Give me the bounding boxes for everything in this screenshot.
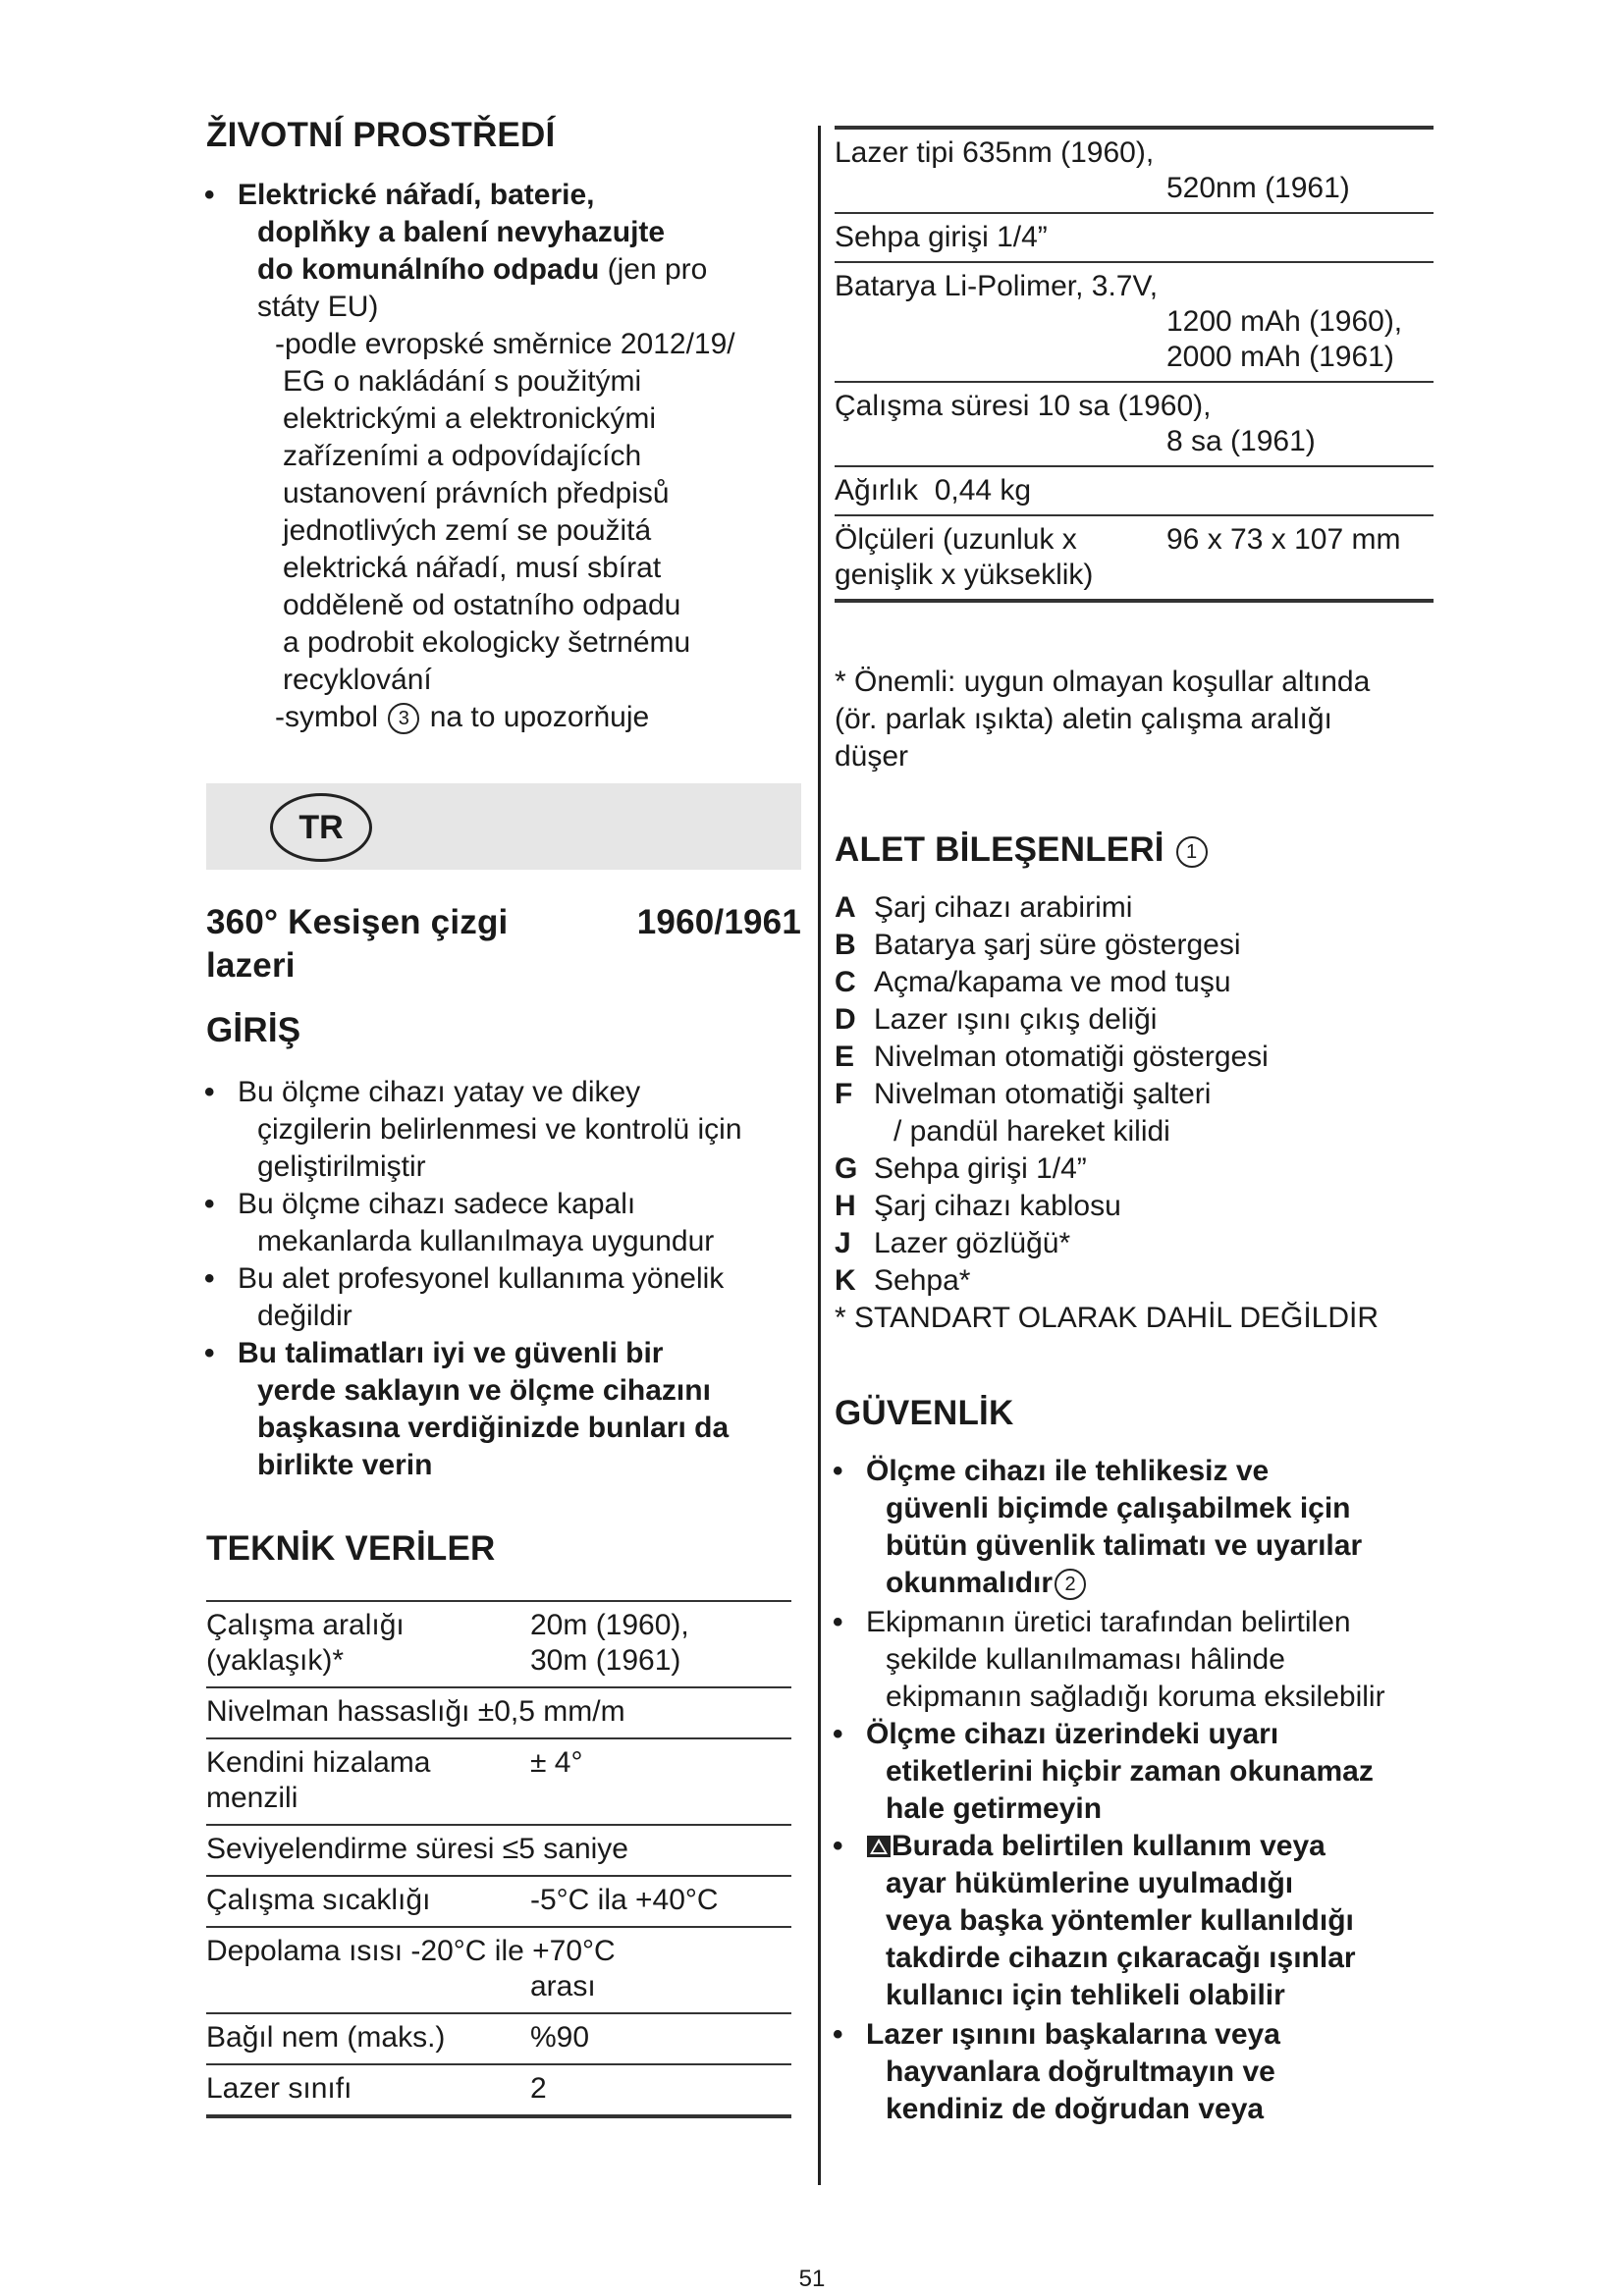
component-footnote: * STANDART OLARAK DAHİL DEĞİLDİR (835, 1302, 1380, 1334)
table-row (206, 1601, 791, 1687)
table-cell-value: -5°C ila +40°C (530, 1884, 719, 1916)
list-item: C Açma/kapama ve mod tuşu (835, 966, 1231, 998)
tech-title: TEKNİK VERİLER (206, 1529, 496, 1568)
bullet-icon: • (833, 1830, 843, 1862)
table-cell: 8 sa (1961) (1166, 425, 1316, 457)
bullet-icon: • (204, 1188, 215, 1220)
safety-line: Burada belirtilen kullanım veya (866, 1828, 1326, 1865)
bullet-icon: • (833, 2018, 843, 2051)
intro-line: Bu talimatları iyi ve güvenli bir (238, 1337, 664, 1369)
safety-line: hayvanlara doğrultmayın ve (886, 2056, 1275, 2088)
env-details (275, 326, 805, 736)
symbol-3-icon: 3 (388, 703, 419, 734)
safety-title: GÜVENLİK (835, 1394, 1014, 1432)
table-row (835, 381, 1434, 465)
env-title: ŽIVOTNÍ PROSTŘEDÍ (206, 116, 556, 154)
list-item: H Şarj cihazı kablosu (835, 1190, 1121, 1222)
table-cell: 2000 mAh (1961) (1166, 341, 1394, 373)
list-item: A Şarj cihazı arabirimi (835, 891, 1133, 924)
spec-table-right (835, 126, 1434, 603)
intro-line: başkasına verdiğinizde bunları da (257, 1412, 730, 1444)
table-cell-label: Nivelman hassaslığı ±0,5 mm/m (206, 1695, 625, 1728)
note-line: düşer (835, 740, 909, 773)
table-row (835, 261, 1434, 381)
intro-line: çizgilerin belirlenmesi ve kontrolü için (257, 1113, 742, 1146)
list-item: F Nivelman otomatiği şalteri (835, 1078, 1212, 1110)
list-item: E Nivelman otomatiği göstergesi (835, 1041, 1269, 1073)
env-detail-line: ustanovení právních předpisů (283, 477, 670, 509)
note-line: (ör. parlak ışıkta) aletin çalışma aralığı (835, 703, 1332, 735)
table-cell-value: 20m (1960), 30m (1961) (530, 1609, 689, 1677)
table-cell: Ağırlık 0,44 kg (835, 474, 1032, 507)
table-row (206, 1927, 791, 2013)
table-cell-value: %90 (530, 2021, 590, 2054)
table-cell-label: Seviyelendirme süresi ≤5 saniye (206, 1833, 628, 1865)
safety-line: okunmalıdır 2 (886, 1565, 1088, 1602)
intro-line: geliştirilmiştir (257, 1150, 426, 1183)
safety-line: kendiniz de doğrudan veya (886, 2093, 1265, 2125)
table-row (835, 126, 1434, 212)
env-detail-line: elektrickými a elektronickými (283, 402, 657, 435)
table-cell-value: 2 (530, 2072, 547, 2105)
intro-line: Bu ölçme cihazı yatay ve dikey (238, 1076, 641, 1108)
product-title (206, 901, 801, 988)
table-row (835, 514, 1434, 603)
table-cell-value: ± 4° (530, 1746, 583, 1779)
product-title-line: lazeri (206, 946, 296, 985)
safety-line: etiketlerini hiçbir zaman okunamaz (886, 1755, 1374, 1788)
intro-title: GİRİŞ (206, 1011, 301, 1049)
list-item: K Sehpa* (835, 1264, 971, 1297)
env-symbol-line: -symbol 3 na to upozorňuje (275, 701, 650, 733)
table-cell-label: Depolama ısısı -20°C ile +70°C arası (206, 1935, 616, 2002)
table-row (206, 2013, 791, 2064)
env-detail-line: EG o nakládání s použitými (283, 365, 642, 398)
env-detail-line: elektrická nářadí, musí sbírat (283, 552, 662, 584)
table-cell: Batarya Li-Polimer, 3.7V, (835, 270, 1159, 302)
table-row (835, 212, 1434, 261)
product-model: 1960/1961 (636, 903, 801, 941)
table-row (206, 1876, 791, 1927)
env-detail-line: a podrobit ekologicky šetrnému (283, 626, 691, 659)
table-cell: Çalışma süresi 10 sa (1960), (835, 390, 1212, 422)
env-detail-line: odděleně od ostatního odpadu (283, 589, 681, 621)
table-cell-label: Ölçüleri (uzunluk x (835, 523, 1077, 556)
note-line: * Önemli: uygun olmayan koşullar altında (835, 666, 1371, 698)
safety-line: Lazer ışınını başkalarına veya (866, 2018, 1280, 2051)
env-line: Elektrické nářadí, baterie, (238, 179, 595, 211)
column-divider (818, 126, 821, 2185)
env-detail-line: jednotlivých zemí se použitá (283, 514, 652, 547)
list-item: / pandül hareket kilidi (893, 1115, 1170, 1148)
figure-1-icon: 1 (1176, 836, 1208, 868)
table-row (206, 2064, 791, 2116)
safety-line: takdirde cihazın çıkaracağı ışınlar (886, 1942, 1356, 1974)
language-banner (206, 783, 801, 870)
table-row (206, 1738, 791, 1825)
list-item: B Batarya şarj süre göstergesi (835, 929, 1241, 961)
table-cell-label: Çalışma sıcaklığı (206, 1884, 431, 1916)
intro-line: yerde saklayın ve ölçme cihazını (257, 1374, 711, 1407)
safety-line: şekilde kullanılmaması hâlinde (886, 1643, 1285, 1676)
bullet-icon: • (204, 1262, 215, 1295)
list-item: J Lazer gözlüğü* (835, 1227, 1071, 1259)
table-cell-label: genişlik x yükseklik) (835, 559, 1094, 591)
table-cell-value: 96 x 73 x 107 mm (1166, 523, 1401, 556)
spec-note (835, 664, 1443, 775)
table-cell-label: Kendini hizalama menzili (206, 1746, 431, 1814)
figure-2-icon: 2 (1055, 1569, 1086, 1600)
safety-line: Ekipmanın üretici tarafından belirtilen (866, 1606, 1351, 1638)
safety-line: Ölçme cihazı ile tehlikesiz ve (866, 1455, 1270, 1487)
intro-line: birlikte verin (257, 1449, 433, 1481)
components-title: ALET BİLEŞENLERİ 1 (835, 830, 1210, 870)
table-cell: 1200 mAh (1960), (1166, 305, 1403, 338)
safety-line: Ölçme cihazı üzerindeki uyarı (866, 1718, 1279, 1750)
component-list (835, 889, 1443, 1337)
bullet-icon: • (204, 179, 215, 211)
list-item: D Lazer ışını çıkış deliği (835, 1003, 1158, 1036)
intro-line: mekanlarda kullanılmaya uygundur (257, 1225, 715, 1257)
table-cell-label: Lazer sınıfı (206, 2072, 352, 2105)
bullet-icon: • (833, 1718, 843, 1750)
env-detail-line: zařízeními a odpovídajících (283, 440, 642, 472)
env-detail-line: recyklování (283, 664, 432, 696)
env-detail-line: -podle evropské směrnice 2012/19/ (275, 328, 735, 360)
page-number: 51 (798, 2266, 826, 2292)
safety-line: kullanıcı için tehlikeli olabilir (886, 1979, 1285, 2011)
safety-line: ekipmanın sağladığı koruma eksilebilir (886, 1681, 1385, 1713)
intro-line: Bu ölçme cihazı sadece kapalı (238, 1188, 636, 1220)
bullet-icon: • (833, 1455, 843, 1487)
language-badge: TR (270, 793, 372, 862)
table-row (206, 1687, 791, 1738)
product-title-line: 360° Kesişen çizgi (206, 903, 509, 941)
table-cell-label: Çalışma aralığı (yaklaşık)* (206, 1609, 405, 1677)
laser-warning-icon (866, 1835, 892, 1858)
env-line: do komunálního odpadu (jen pro (257, 253, 708, 286)
table-row (835, 465, 1434, 514)
table-cell-label: Bağıl nem (maks.) (206, 2021, 446, 2054)
bullet-icon: • (204, 1337, 215, 1369)
table-row (206, 1825, 791, 1876)
intro-line: Bu alet profesyonel kullanıma yönelik (238, 1262, 725, 1295)
list-item: G Sehpa girişi 1/4” (835, 1152, 1087, 1185)
table-cell: Lazer tipi 635nm (1960), (835, 136, 1155, 169)
table-cell: Sehpa girişi 1/4” (835, 221, 1048, 253)
safety-line: hale getirmeyin (886, 1792, 1103, 1825)
table-cell: 520nm (1961) (1166, 172, 1350, 204)
safety-line: ayar hükümlerine uyulmadığı (886, 1867, 1294, 1899)
safety-line: güvenli biçimde çalışabilmek için (886, 1492, 1351, 1524)
safety-line: bütün güvenlik talimatı ve uyarılar (886, 1529, 1363, 1562)
bullet-icon: • (204, 1076, 215, 1108)
tech-table (206, 1600, 791, 2118)
env-line: státy EU) (257, 291, 379, 323)
safety-line: veya başka yöntemler kullanıldığı (886, 1904, 1354, 1937)
env-line: doplňky a balení nevyhazujte (257, 216, 666, 248)
bullet-icon: • (833, 1606, 843, 1638)
intro-line: değildir (257, 1300, 352, 1332)
